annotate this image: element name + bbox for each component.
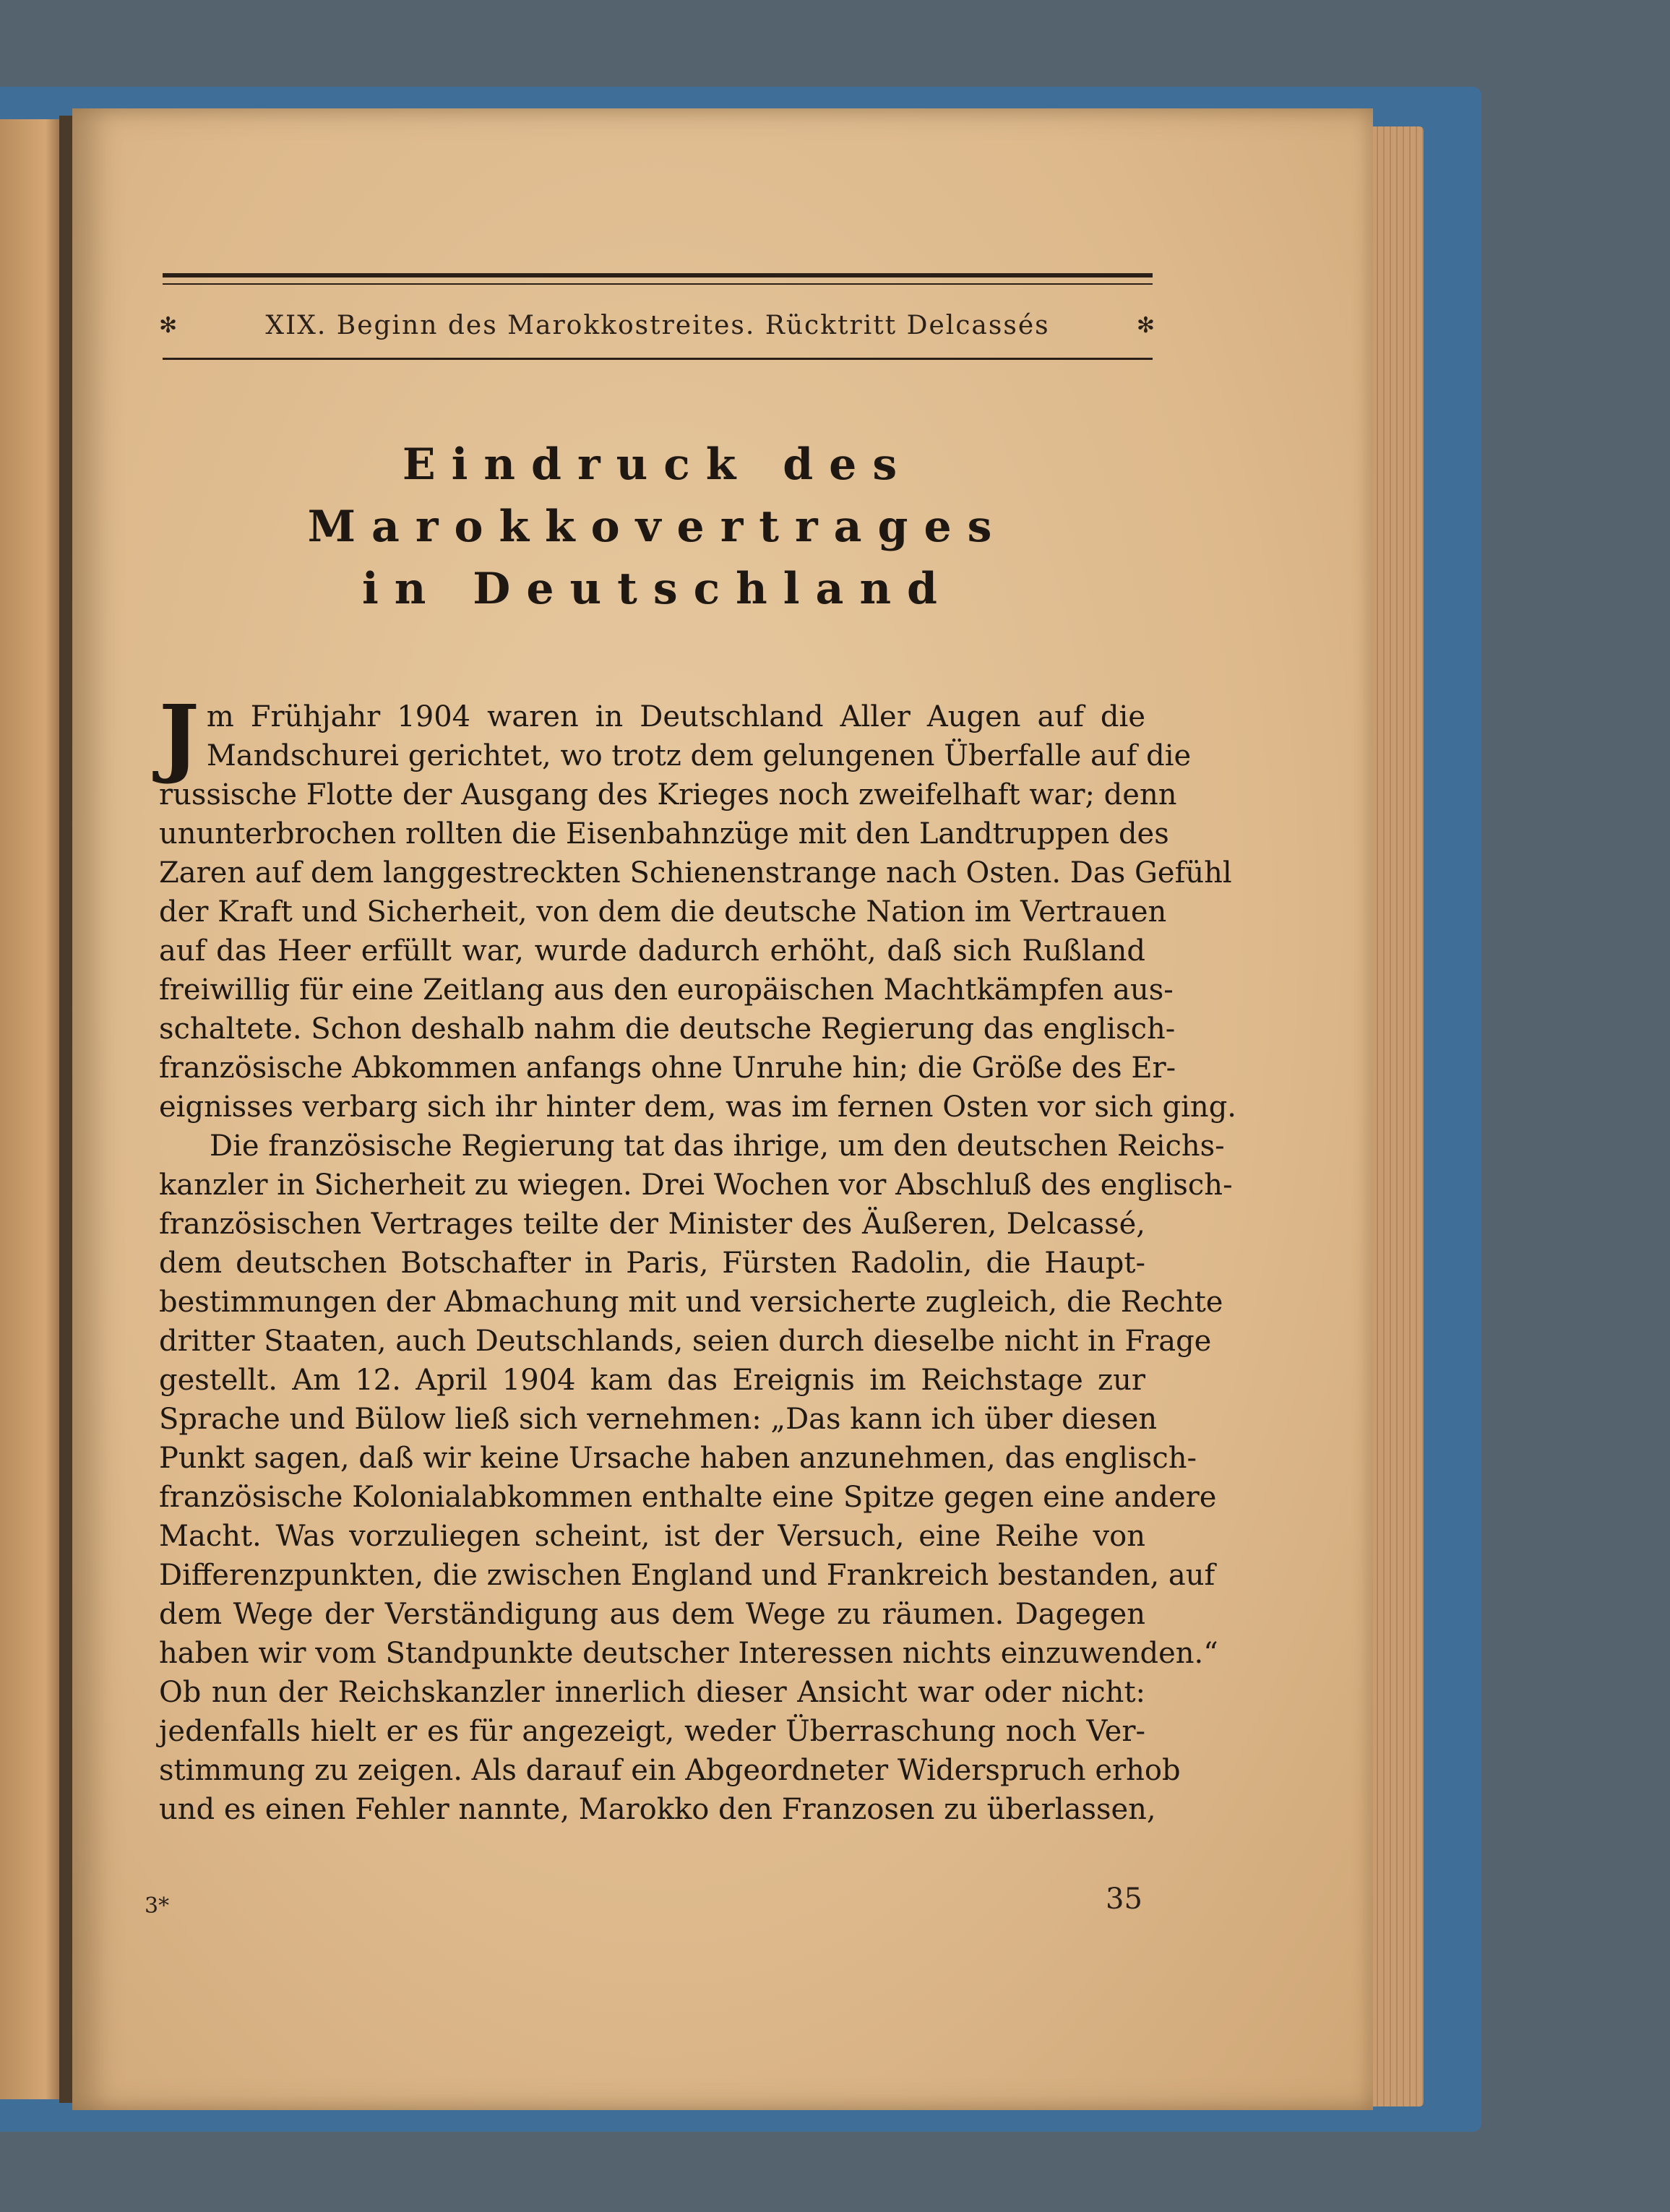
- running-head: [159, 307, 1156, 343]
- body-text: [159, 686, 1237, 1829]
- chapter-title-line-2: in Deutschland: [361, 564, 954, 614]
- page-number: 35: [1106, 1882, 1142, 1916]
- text-line: haben wir vom Standpunkte deutscher Interessen nichts einzuwenden.“: [159, 1637, 1218, 1670]
- left-page-edge: [0, 119, 65, 2099]
- page-edges: [1366, 126, 1424, 2106]
- text-line: dritter Staaten, auch Deutschlands, seien durch dieselbe nicht in Frage: [159, 1325, 1212, 1358]
- text-line: jedenfalls hielt er es für angezeigt, weder Überraschung noch Ver-: [159, 1715, 1145, 1748]
- text-line: eignisses verbarg sich ihr hinter dem, was im fernen Osten vor sich ging.: [159, 1090, 1237, 1124]
- header-rule-bottom: [163, 358, 1153, 360]
- running-head-text: XIX. Beginn des Marokkostreites. Rücktritt Delcassés: [265, 310, 1050, 340]
- ornament-icon: ✻: [1136, 312, 1156, 338]
- header-rule-top-thin: [163, 283, 1153, 285]
- chapter-title: [159, 434, 1156, 620]
- text-line: ununterbrochen rollten die Eisenbahnzüge mit den Landtruppen des: [159, 817, 1169, 851]
- signature-mark: 3*: [145, 1893, 170, 1919]
- text-line: Mandschurei gerichtet, wo trotz dem gelungenen Überfalle auf die: [206, 739, 1192, 773]
- chapter-title-line-1: Eindruck des Marokkovertrages: [307, 439, 1008, 552]
- text-line: und es einen Fehler nannte, Marokko den Franzosen zu überlassen,: [159, 1793, 1156, 1826]
- text-line: französische Abkommen anfangs ohne Unruhe hin; die Größe des Er-: [159, 1051, 1176, 1085]
- text-line: kanzler in Sicherheit zu wiegen. Drei Wochen vor Abschluß des englisch-: [159, 1169, 1233, 1202]
- text-line: Punkt sagen, daß wir keine Ursache haben anzunehmen, das englisch-: [159, 1442, 1197, 1475]
- text-line: m Frühjahr 1904 waren in Deutschland Aller Augen auf die: [206, 700, 1145, 733]
- drop-cap: J: [159, 686, 199, 786]
- text-line: Ob nun der Reichskanzler innerlich dieser Ansicht war oder nicht:: [159, 1676, 1145, 1709]
- ornament-icon: ✻: [159, 312, 179, 338]
- text-line: dem deutschen Botschafter in Paris, Fürsten Radolin, die Haupt-: [159, 1247, 1145, 1280]
- text-line: Die französische Regierung tat das ihrige, um den deutschen Reichs-: [210, 1129, 1225, 1163]
- paragraph-2: [159, 1127, 1233, 1829]
- text-line: freiwillig für eine Zeitlang aus den europäischen Machtkämpfen aus-: [159, 973, 1174, 1007]
- text-line: Differenzpunkten, die zwischen England und Frankreich bestanden, auf: [159, 1559, 1215, 1592]
- paragraph-1: [159, 686, 1237, 1127]
- text-line: französische Kolonialabkommen enthalte eine Spitze gegen eine andere: [159, 1481, 1217, 1514]
- text-line: gestellt. Am 12. April 1904 kam das Ereignis im Reichstage zur: [159, 1364, 1145, 1397]
- text-line: bestimmungen der Abmachung mit und versicherte zugleich, die Rechte: [159, 1286, 1223, 1319]
- text-line: Sprache und Bülow ließ sich vernehmen: „Das kann ich über diesen: [159, 1403, 1158, 1436]
- text-line: russische Flotte der Ausgang des Krieges noch zweifelhaft war; denn: [159, 778, 1177, 812]
- text-line: dem Wege der Verständigung aus dem Wege zu räumen. Dagegen: [159, 1598, 1145, 1631]
- text-line: der Kraft und Sicherheit, von dem die deutsche Nation im Vertrauen: [159, 895, 1167, 929]
- text-line: französischen Vertrages teilte der Minister des Äußeren, Delcassé,: [159, 1208, 1145, 1241]
- text-line: schaltete. Schon deshalb nahm die deutsche Regierung das englisch-: [159, 1012, 1176, 1046]
- text-line: Macht. Was vorzuliegen scheint, ist der Versuch, eine Reihe von: [159, 1520, 1145, 1553]
- book-gutter: [59, 116, 72, 2103]
- text-line: Zaren auf dem langgestreckten Schienenstrange nach Osten. Das Gefühl: [159, 856, 1232, 890]
- text-line: auf das Heer erfüllt war, wurde dadurch erhöht, daß sich Rußland: [159, 934, 1145, 968]
- header-rule-top-thick: [163, 273, 1153, 277]
- text-line: stimmung zu zeigen. Als darauf ein Abgeordneter Widerspruch erhob: [159, 1754, 1181, 1787]
